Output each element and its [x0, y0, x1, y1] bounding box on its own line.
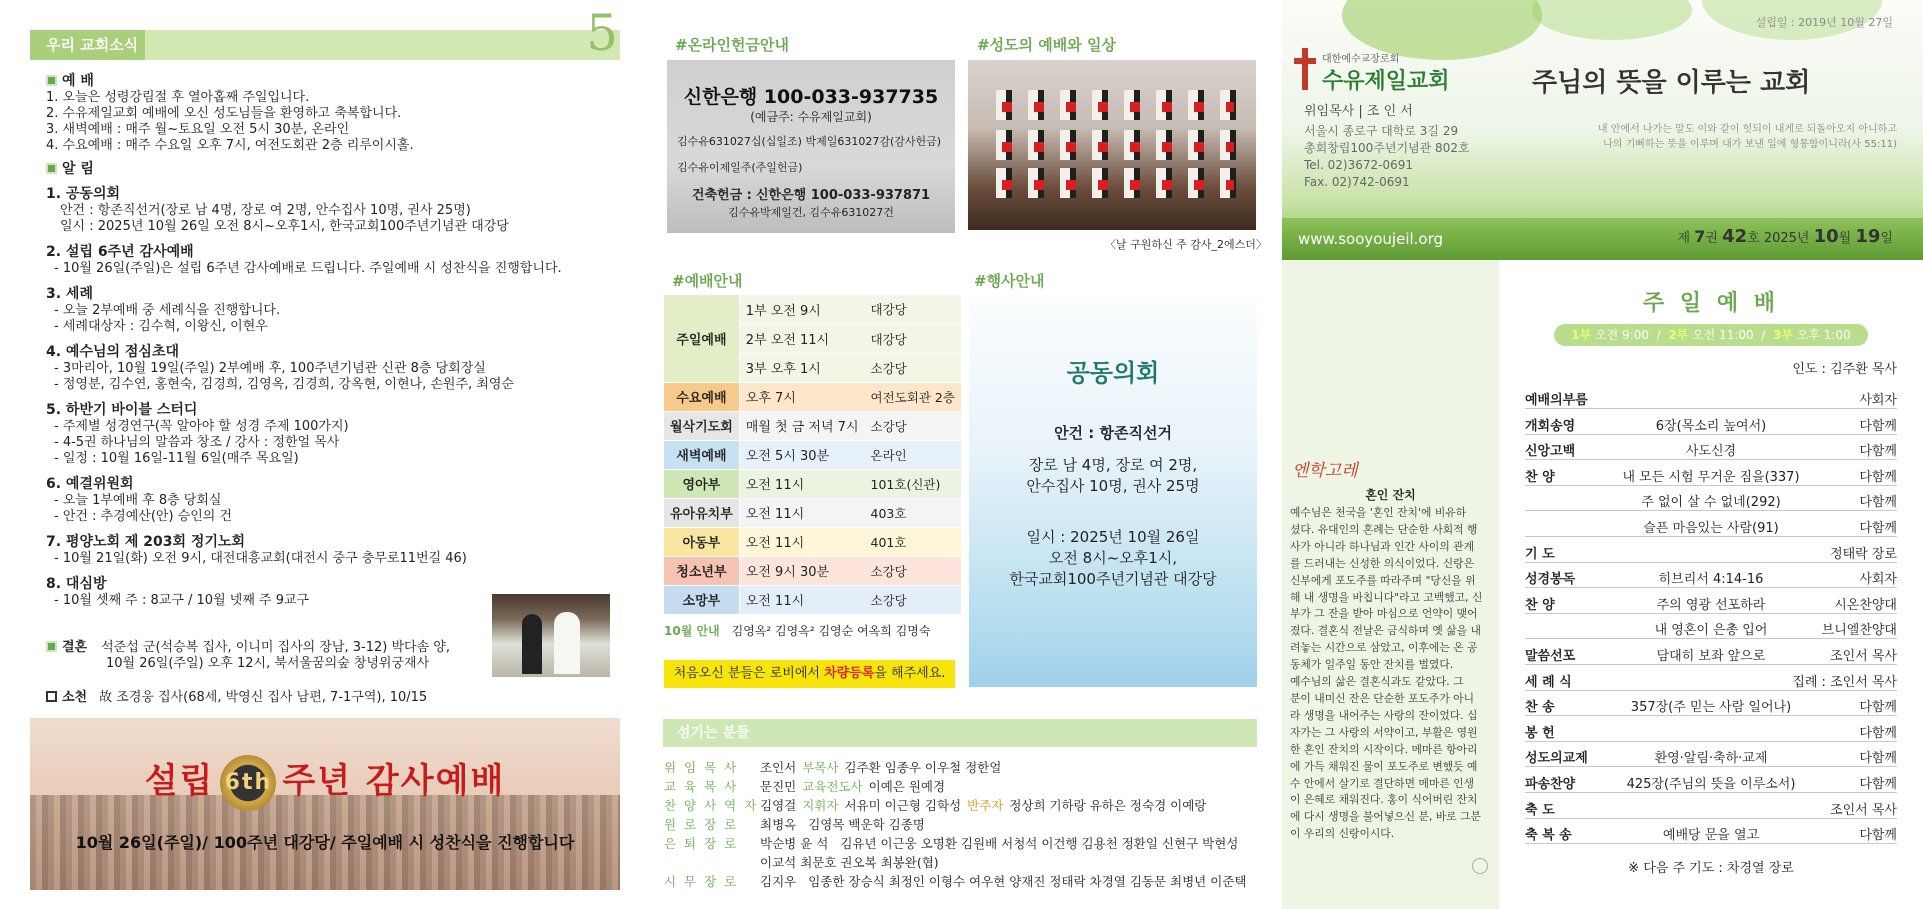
denomination: 대한예수교장로회 [1322, 54, 1400, 65]
column-line: 부가 그 잔을 받아 마심으로 언약이 맺어 [1290, 607, 1478, 621]
server-names: 김유년 이근웅 오명환 김원배 서청석 이건행 김용천 정환일 신현구 박현성 [840, 836, 1239, 851]
order-content: 주 없이 살 수 없네(292) [1641, 495, 1781, 511]
service-time: 매월 첫 금 저녁 7시 [739, 411, 864, 440]
column-line: 신부에게 포도주를 따라주며 "당신을 위 [1290, 573, 1476, 587]
service-name: 소망부 [664, 585, 739, 614]
server-names: 임종한 장승식 최정인 이형수 여우현 양재진 정태락 차경열 김동문 최병년 이준택 [808, 874, 1247, 889]
bank-example: 김수유이제일주(주일헌금) [677, 161, 803, 174]
column-line: 사가 아니라 하나님과 인간 사이의 관계 [1290, 539, 1475, 553]
order-item: 성도의교제 [1525, 751, 1588, 767]
order-row [1525, 486, 1897, 511]
servers-title: 섬기는 분들 [677, 725, 750, 741]
header-hero [1282, 0, 1923, 260]
order-row [1525, 691, 1897, 716]
server-name: 김지우 [760, 874, 797, 889]
server-name: 박순병 윤 석 [760, 836, 829, 851]
order-leader: 조인서 목사 [1830, 802, 1897, 818]
column-line: 에 다시 생명을 불어넣으신 분, 바로 그분 [1290, 810, 1481, 824]
notice-list [46, 183, 616, 609]
service-time: 오전 11시 [739, 585, 864, 614]
notice-line: - 세례대상자 : 김수혁, 이왕신, 이현우 [54, 319, 268, 334]
service-name: 수요예배 [664, 382, 739, 411]
server-names: 정상희 기하랑 유하은 정숙경 이예랑 [1009, 798, 1207, 813]
anniversary-medal-icon: 6th [220, 755, 276, 811]
service-time: 오전 11시 [739, 469, 864, 498]
visitor-notice: 처음오신 분들은 로비에서 차량등록을 해주세요. [664, 660, 955, 688]
column-line: 해 내 생명을 바칩니다"라고 고백했고, 신 [1290, 590, 1483, 604]
notice-2-heading: 2. 설립 6주년 감사예배 [46, 244, 194, 260]
server-role: 원 로 장 로 [664, 817, 739, 832]
server-role-label: 지휘자 [802, 798, 839, 813]
worship-section [46, 70, 414, 178]
order-item: 찬 송 [1525, 700, 1555, 716]
order-content: 사도신경 [1685, 444, 1737, 460]
column-line: 를 드러내는 신성한 의식이었다. 신랑은 [1290, 556, 1475, 570]
notice-heading: 알 림 [46, 158, 414, 178]
server-names: 김주환 임종우 이우철 정한얼 [844, 760, 1002, 775]
column-line: 동체가 일주일 동안 잔치를 벌였다. [1290, 658, 1454, 672]
service-place: 소강당 [870, 563, 907, 579]
service-time: 3부 오후 1시 [739, 353, 864, 382]
order-row [1525, 614, 1897, 639]
service-place: 대강당 [870, 302, 907, 318]
bank-example: 김수유631027십(십일조) 박제일631027감(감사헌금) [677, 135, 942, 148]
order-content: 6장(목소리 높여서) [1655, 418, 1767, 434]
worship-line: 3. 새벽예배 : 매주 월~토요일 오전 5시 30분, 온라인 [46, 122, 350, 137]
worship-line: 2. 수유제일교회 예배에 오신 성도님들을 환영하고 축복합니다. [46, 106, 402, 121]
order-item: 세 례 식 [1525, 674, 1572, 690]
server-role-label: 반주자 [967, 798, 1004, 813]
notice-line: 안건 : 항존직선거(장로 남 4명, 장로 여 2명, 안수집사 10명, 권사 25명) [60, 203, 471, 218]
order-leader: 정태락 장로 [1830, 546, 1897, 562]
service-name: 아동부 [664, 527, 739, 556]
wedding-photo [492, 594, 610, 677]
worship-line: 1. 오늘은 성령강림절 후 열아홉째 주일입니다. [46, 90, 310, 105]
server-row [664, 777, 963, 796]
event-agenda: 안건 : 항존직선거 [1054, 424, 1172, 442]
service-leader: 인도 : 김주환 목사 [1792, 362, 1897, 377]
column-line: 수 안에서 살기로 결단하면 메마른 인생 [1290, 776, 1475, 790]
order-row [1525, 742, 1897, 767]
notice-line: - 4-5권 하나님의 말씀과 창조 / 강사 : 정한얼 목사 [54, 435, 340, 450]
order-row [1525, 819, 1897, 844]
order-leader: 다함께 [1859, 418, 1897, 434]
column-line: 예수님은 천국을 '혼인 잔치'에 비유하 [1290, 506, 1467, 519]
event-line: 오전 8시~오후1시, [1048, 549, 1178, 567]
order-row [1525, 410, 1897, 435]
order-item: 기 도 [1525, 546, 1555, 562]
order-content: 담대히 보좌 앞으로 [1656, 649, 1766, 664]
address-block: 서울시 종로구 대학로 3길 29 총회창립100주년기념관 802호 Tel. 02)3672-0691 Fax. 02)742-0691 [1304, 124, 1470, 189]
funeral-label: 소천 [62, 690, 88, 705]
funeral-notice [46, 690, 427, 706]
service-time: 오전 5시 30분 [739, 440, 864, 469]
event-card [969, 295, 1257, 687]
service-table [664, 295, 961, 615]
service-place: 403호 [870, 505, 907, 521]
order-leader: 브니엘찬양대 [1821, 623, 1897, 639]
service-place: 소강당 [870, 360, 907, 376]
order-content: 히브리서 4:14-16 [1658, 572, 1764, 588]
order-item: 신앙고백 [1525, 444, 1576, 460]
service-place: 101호(신관) [870, 476, 941, 492]
notice-line: - 10월 21일(화) 오전 9시, 대전대흥교회(대전시 중구 충무로11번길 46) [54, 551, 467, 566]
order-item: 예배의부름 [1525, 393, 1588, 408]
service-place: 여전도회관 2층 [870, 389, 955, 405]
order-leader: 다함께 [1859, 751, 1897, 767]
service-times: 1부 오전 9:00 / 2부 오전 11:00 / 3부 오후 1:00 [1554, 324, 1868, 346]
notice-line: - 일정 : 10월 16일-11월 6일(매주 목요일) [54, 451, 299, 466]
notice-line: 일시 : 2025년 10월 26일 오전 8시~오후1시, 한국교회100주년기념관 대강당 [60, 219, 509, 234]
event-line: 안수집사 10명, 권사 25명 [1026, 477, 1200, 495]
church-news-header [30, 30, 620, 60]
server-role: 은 퇴 장 로 [664, 836, 739, 851]
service-name: 영아부 [664, 469, 739, 498]
church-news-title: 우리 교회소식 [30, 30, 145, 60]
green-square-icon [46, 75, 57, 86]
banner-title: 설립 6th 주년 감사예배 [30, 753, 620, 811]
service-time: 오전 9시 30분 [739, 556, 864, 585]
server-role-label: 부목사 [802, 760, 839, 775]
service-guide-tag: #예배안내 [672, 272, 743, 290]
anniversary-banner [30, 718, 620, 890]
column-line: 자가는 그 사랑의 서약이고, 부활은 영원 [1290, 725, 1478, 739]
server-name: 문진민 [760, 779, 797, 794]
order-row [1525, 666, 1897, 691]
service-row [664, 527, 961, 556]
order-item: 파송찬양 [1525, 777, 1576, 792]
server-role: 위 임 목 사 [664, 760, 739, 775]
server-role: 시 무 장 로 [664, 874, 739, 889]
service-time: 오전 11시 [739, 498, 864, 527]
server-row [664, 758, 1019, 777]
order-leader: 다함께 [1859, 700, 1897, 716]
order-row [1525, 461, 1897, 486]
server-names: 김영목 백운학 김종명 [808, 817, 925, 832]
order-content: 슬픈 마음있는 사람(91) [1643, 521, 1779, 536]
building-offering: 건축헌금 : 신한은행 100-033-937871 [691, 188, 931, 203]
order-row [1525, 435, 1897, 460]
service-place: 온라인 [870, 447, 907, 463]
notice-line: - 3마리아, 10월 19일(주일) 2부예배 후, 100주년기념관 신관 8층 당회장실 [54, 361, 486, 376]
order-item: 찬 양 [1525, 597, 1555, 613]
order-row [1525, 768, 1897, 793]
server-row [664, 834, 1256, 853]
service-name: 주일예배 [664, 295, 739, 382]
seal-icon [1472, 858, 1488, 874]
service-row [664, 469, 961, 498]
bank-holder: (예금주: 수유제일교회) [750, 110, 872, 124]
worship-heading: 예 배 [46, 70, 414, 90]
service-place: 소강당 [870, 418, 907, 434]
column-line: 분이 내미신 잔은 단순한 포도주가 아니 [1290, 691, 1475, 705]
server-row [664, 872, 1264, 891]
notice-line: - 정영분, 김수연, 홍현숙, 김경희, 김영옥, 김경희, 강옥현, 이현나, 손원주, 최영순 [54, 377, 514, 392]
service-place: 401호 [870, 534, 907, 550]
order-content: 환영·알림·축하·교제 [1654, 751, 1768, 767]
order-content: 425장(주님의 뜻을 이루소서) [1626, 777, 1796, 792]
server-names: 이예은 원예경 [868, 779, 946, 794]
order-leader: 다함께 [1859, 777, 1897, 792]
green-square-icon [46, 641, 57, 652]
order-leader: 다함께 [1859, 521, 1897, 536]
order-leader: 다함께 [1859, 725, 1897, 741]
building-example: 김수유박제일건, 김수유631027건 [728, 206, 894, 219]
server-role: 교 육 목 사 [664, 779, 739, 794]
order-leader: 사회자 [1859, 572, 1897, 588]
order-content: 내 모든 시험 무거운 짐을(337) [1622, 469, 1800, 485]
order-content: 내 영혼이 은총 입어 [1654, 623, 1768, 639]
column-line: 에 가득 채워진 물이 포도주로 변했듯 예 [1290, 759, 1478, 773]
service-time: 1부 오전 9시 [739, 295, 864, 324]
event-tag: #행사안내 [974, 272, 1045, 290]
notice-8-heading: 8. 대심방 [46, 576, 107, 592]
order-leader: 다함께 [1859, 828, 1897, 844]
notice-6-heading: 6. 예결위원회 [46, 476, 134, 492]
notice-5-heading: 5. 하반기 바이블 스터디 [46, 402, 198, 418]
order-leader: 조인서 목사 [1830, 649, 1897, 664]
wedding-line: 10월 26일(주일) 오후 12시, 북서울꿈의숲 창녕위궁재사 [106, 656, 430, 671]
service-row [664, 295, 961, 324]
notice-7-heading: 7. 평양노회 제 203회 정기노회 [46, 534, 246, 550]
church-news-column [30, 0, 620, 909]
service-name: 월삭기도회 [664, 411, 739, 440]
column-subtitle: 혼인 잔치 [1365, 488, 1416, 502]
server-name: 조인서 [760, 760, 797, 775]
wedding-notice [46, 640, 450, 672]
square-icon [46, 691, 57, 702]
order-row [1525, 384, 1897, 409]
notice-line: - 주제별 성경연구(꼭 알아야 할 성경 주제 100가지) [54, 419, 349, 434]
issue-number: 제 7권 42호 2025년 10월 19일 [1677, 226, 1893, 247]
server-row [664, 796, 1212, 815]
order-content: 주의 영광 선포하라 [1656, 597, 1766, 613]
order-leader: 다함께 [1859, 495, 1897, 511]
order-content: 예배당 문을 열고 [1662, 828, 1760, 844]
order-item: 축 도 [1525, 802, 1555, 818]
column-line: 라 생명을 내어주는 사랑의 잔이었다. 십 [1290, 708, 1478, 722]
column-title: 엔학고레 [1292, 461, 1358, 481]
cross-logo-icon [1294, 48, 1316, 90]
notice-line: - 10월 26일(주일)은 설립 6주년 감사예배로 드립니다. 주일예배 시 성찬식을 진행합니다. [54, 261, 562, 276]
notice-line: - 오늘 1부예배 후 8층 당회실 [54, 493, 222, 508]
order-row [1525, 589, 1897, 614]
service-time: 오전 11시 [739, 527, 864, 556]
event-line: 장로 남 4명, 장로 여 2명, [1028, 456, 1198, 474]
notice-line: - 10월 셋째 주 : 8교구 / 10월 넷째 주 9교구 [54, 593, 310, 608]
scripture-verse: 내 안에서 나가는 말도 이와 같이 헛되이 내게로 되돌아오지 아니하고 나의 기뻐하는 뜻을 이루며 내가 보낸 일에 형통함이니라(사 55:11) [1597, 124, 1897, 150]
order-row [1525, 538, 1897, 563]
service-name: 새벽예배 [664, 440, 739, 469]
notice-4-heading: 4. 예수님의 점심초대 [46, 344, 179, 360]
notice-line: - 안건 : 추경예산(안) 승인의 건 [54, 509, 233, 524]
service-name: 유아유치부 [664, 498, 739, 527]
order-item: 봉 헌 [1525, 725, 1555, 741]
worship-line: 4. 수요예배 : 매주 수요일 오후 7시, 여전도회관 2층 리루이시홀. [46, 138, 414, 153]
order-item: 말씀선포 [1525, 649, 1576, 664]
order-content: 357장(주 믿는 사람 일어나) [1630, 700, 1792, 716]
server-row [664, 815, 943, 834]
bank-account: 신한은행 100-033-937735 [683, 86, 939, 108]
servers-header [663, 719, 1257, 747]
order-leader: 사회자 [1859, 393, 1897, 408]
order-item: 축 복 송 [1525, 828, 1572, 844]
column-line: 셨다. 유대인의 혼례는 단순한 사회적 행 [1290, 522, 1478, 536]
daily-life-tag: #성도의 예배와 일상 [977, 36, 1116, 54]
service-place: 소강당 [870, 592, 907, 608]
choir-photo [968, 60, 1256, 230]
church-motto: 주님의 뜻을 이루는 교회 [1532, 68, 1811, 98]
church-name: 수유제일교회 [1322, 69, 1450, 94]
column-line: 려놓는 시간으로 삼았고, 이후에는 온 공 [1290, 641, 1478, 655]
service-time: 2부 오전 11시 [739, 324, 864, 353]
server-name: 이교석 최문호 권오복 최봉완(협) [760, 855, 939, 870]
service-row [664, 411, 961, 440]
funeral-text: 故 조경웅 집사(68세, 박영신 집사 남편, 7-1구역), 10/15 [99, 690, 428, 705]
column-line: 한 혼인 잔치의 시작이다. 메마른 항아리 [1290, 742, 1478, 756]
column-line: 이 은혜로 채워진다. 홍이 식어버린 잔치 [1290, 793, 1478, 807]
order-row [1525, 794, 1897, 819]
server-name: 최병옥 [760, 817, 797, 832]
service-row [664, 382, 961, 411]
event-line: 일시 : 2025년 10월 26일 [1026, 528, 1200, 546]
column-sidebar [1282, 260, 1499, 909]
server-role-label: 교육전도사 [802, 779, 863, 794]
notice-1-heading: 1. 공동의회 [46, 186, 121, 202]
wedding-label: 결혼 [62, 640, 88, 655]
service-row [664, 440, 961, 469]
online-offering-tag: #온라인헌금안내 [675, 36, 789, 54]
order-leader: 시온찬양대 [1834, 597, 1897, 613]
order-leader: 집례 : 조인서 목사 [1792, 674, 1897, 690]
service-name: 청소년부 [664, 556, 739, 585]
notice-line: - 오늘 2부예배 중 세례식을 진행합니다. [54, 303, 281, 318]
green-square-icon [46, 163, 57, 174]
event-title: 공동의회 [1066, 359, 1160, 387]
order-leader: 다함께 [1859, 469, 1897, 485]
banner-subtitle: 10월 26일(주일)/ 100주년 대강당/ 주일예배 시 성찬식을 진행합니다 [75, 833, 575, 852]
order-row [1525, 717, 1897, 742]
order-row [1525, 563, 1897, 588]
page-number: 5 [586, 4, 618, 62]
founded-date: 설립일 : 2019년 10월 27일 [1755, 16, 1893, 29]
pastor: 위임목사 | 조 인 서 [1304, 104, 1413, 119]
order-item: 개회송영 [1525, 418, 1576, 434]
column-line: 이 우리의 신랑이시다. [1290, 827, 1395, 841]
notice-3-heading: 3. 세례 [46, 286, 93, 302]
service-row [664, 498, 961, 527]
photo-caption: 〈날 구원하신 주 감사_2에스더〉 [1105, 238, 1267, 251]
bank-info-box [667, 60, 955, 233]
event-line: 한국교회100주년기념관 대강당 [1009, 570, 1217, 588]
order-row [1525, 512, 1897, 537]
service-time: 오후 7시 [739, 382, 864, 411]
wedding-line: 석준섭 군(석승복 집사, 이니미 집사의 장남, 3-12) 박다솜 양, [101, 640, 450, 655]
server-row [664, 853, 969, 872]
column-body [1290, 505, 1495, 843]
next-prayer: ※ 다음 주 기도 : 차경열 장로 [1628, 861, 1794, 876]
website-link[interactable]: www.sooyoujeil.org [1298, 230, 1444, 248]
order-row [1525, 640, 1897, 665]
october-notice: 10월 안내 김영옥² 김영옥² 김영순 여옥희 김명숙 [664, 624, 931, 638]
service-place: 대강당 [870, 331, 907, 347]
order-leader: 다함께 [1859, 444, 1897, 460]
sunday-service-title: 주 일 예 배 [1643, 291, 1779, 316]
service-row [664, 585, 961, 614]
column-line: 예수님의 삶은 결혼식과도 같았다. 그 [1290, 675, 1464, 689]
column-line: 졌다. 결혼식 전날은 금식하며 옛 삶을 내 [1290, 624, 1481, 638]
server-role: 찬 양 사 역 자 [664, 798, 759, 813]
service-row [664, 556, 961, 585]
order-item: 성경봉독 [1525, 572, 1576, 588]
order-item: 찬 양 [1525, 469, 1555, 485]
server-names: 서유미 이근형 김학성 [844, 798, 962, 813]
server-name: 김영걸 [760, 798, 797, 813]
